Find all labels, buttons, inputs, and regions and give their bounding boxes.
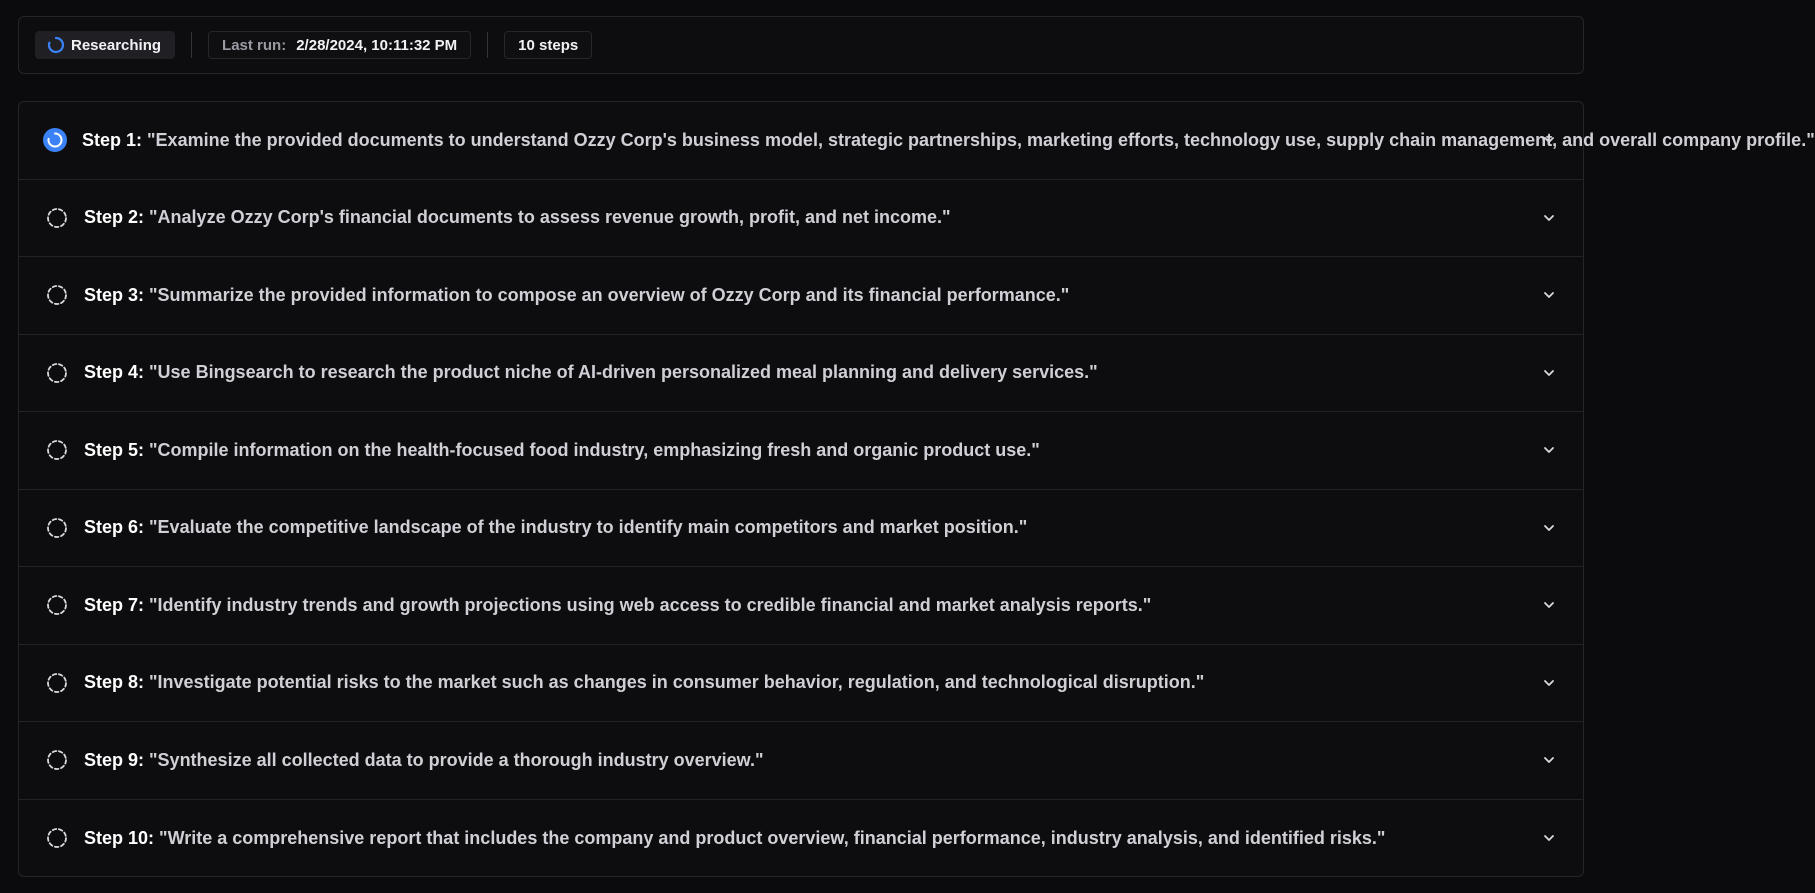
status-label: Researching: [71, 36, 162, 54]
step-row[interactable]: [19, 102, 1815, 180]
step-label: Step 9:: [84, 749, 145, 770]
chevron-down-icon[interactable]: [1541, 520, 1557, 536]
step-text: [84, 595, 1151, 616]
chevron-down-icon[interactable]: [1541, 830, 1557, 846]
step-row[interactable]: [19, 257, 1583, 335]
step-label: Step 5:: [84, 439, 145, 460]
step-label: Step 4:: [84, 362, 145, 383]
step-description: "Write a comprehensive report that includes the company and product overview, financial performance, industry analysis, and identified risks.": [159, 827, 1386, 848]
step-text: [84, 750, 764, 771]
pending-circle-icon: [44, 515, 70, 541]
pending-circle-icon: [44, 592, 70, 618]
step-label: Step 10:: [84, 827, 155, 848]
steps-count-badge: [504, 31, 592, 59]
step-text: [84, 828, 1385, 849]
step-label: Step 3:: [84, 284, 145, 305]
chevron-down-icon[interactable]: [1541, 597, 1557, 613]
step-description: "Synthesize all collected data to provide a thorough industry overview.": [149, 749, 764, 770]
last-run-value: 2/28/2024, 10:11:32 PM: [296, 36, 458, 54]
step-text: [84, 362, 1098, 383]
step-text: [84, 285, 1069, 306]
step-row[interactable]: [19, 800, 1583, 878]
chevron-down-icon[interactable]: [1541, 675, 1557, 691]
step-text: [84, 672, 1204, 693]
pending-circle-icon: [44, 282, 70, 308]
last-run-label: Last run:: [222, 36, 287, 54]
step-label: Step 6:: [84, 517, 145, 538]
steps-count: 10 steps: [518, 36, 579, 54]
pending-circle-icon: [44, 437, 70, 463]
chevron-down-icon[interactable]: [1541, 442, 1557, 458]
step-description: "Examine the provided documents to understand Ozzy Corp's business model, strategic partnerships, marketing efforts, technology use, supply chain management, and overall company profile.": [147, 129, 1815, 150]
step-row[interactable]: [19, 722, 1583, 800]
in-progress-icon: [42, 127, 68, 153]
step-description: "Investigate potential risks to the market such as changes in consumer behavior, regulation, and technological disruption.": [149, 672, 1205, 693]
pending-circle-icon: [44, 747, 70, 773]
pending-circle-icon: [44, 825, 70, 851]
step-description: "Identify industry trends and growth projections using web access to credible financial and market analysis reports.": [149, 594, 1152, 615]
divider: [191, 32, 192, 58]
chevron-down-icon[interactable]: [1541, 287, 1557, 303]
steps-list: [18, 101, 1815, 877]
step-label: Step 7:: [84, 594, 145, 615]
step-row[interactable]: [19, 180, 1583, 258]
status-badge: [35, 31, 175, 59]
step-description: "Analyze Ozzy Corp's financial documents to assess revenue growth, profit, and net income.": [149, 207, 951, 228]
chevron-down-icon[interactable]: [1541, 132, 1557, 148]
spinner-icon: [47, 36, 65, 54]
step-label: Step 2:: [84, 207, 145, 228]
step-text: [84, 440, 1040, 461]
step-description: "Compile information on the health-focused food industry, emphasizing fresh and organic product use.": [149, 439, 1040, 460]
step-label: Step 1:: [82, 129, 143, 150]
divider: [487, 32, 488, 58]
chevron-down-icon[interactable]: [1541, 752, 1557, 768]
chevron-down-icon[interactable]: [1541, 365, 1557, 381]
step-row[interactable]: [19, 412, 1583, 490]
pending-circle-icon: [44, 360, 70, 386]
last-run-badge: [208, 31, 471, 59]
step-description: "Evaluate the competitive landscape of the industry to identify main competitors and market position.": [149, 517, 1028, 538]
step-label: Step 8:: [84, 672, 145, 693]
chevron-down-icon[interactable]: [1541, 210, 1557, 226]
step-row[interactable]: [19, 490, 1583, 568]
pending-circle-icon: [44, 670, 70, 696]
step-text: [84, 517, 1027, 538]
step-description: "Summarize the provided information to compose an overview of Ozzy Corp and its financial performance.": [149, 284, 1070, 305]
step-text: [82, 129, 1815, 151]
step-row[interactable]: [19, 567, 1583, 645]
step-row[interactable]: [19, 335, 1583, 413]
step-description: "Use Bingsearch to research the product niche of AI-driven personalized meal planning and delivery services.": [149, 362, 1098, 383]
step-row[interactable]: [19, 645, 1583, 723]
step-text: [84, 207, 951, 228]
run-header: [18, 16, 1584, 74]
pending-circle-icon: [44, 205, 70, 231]
